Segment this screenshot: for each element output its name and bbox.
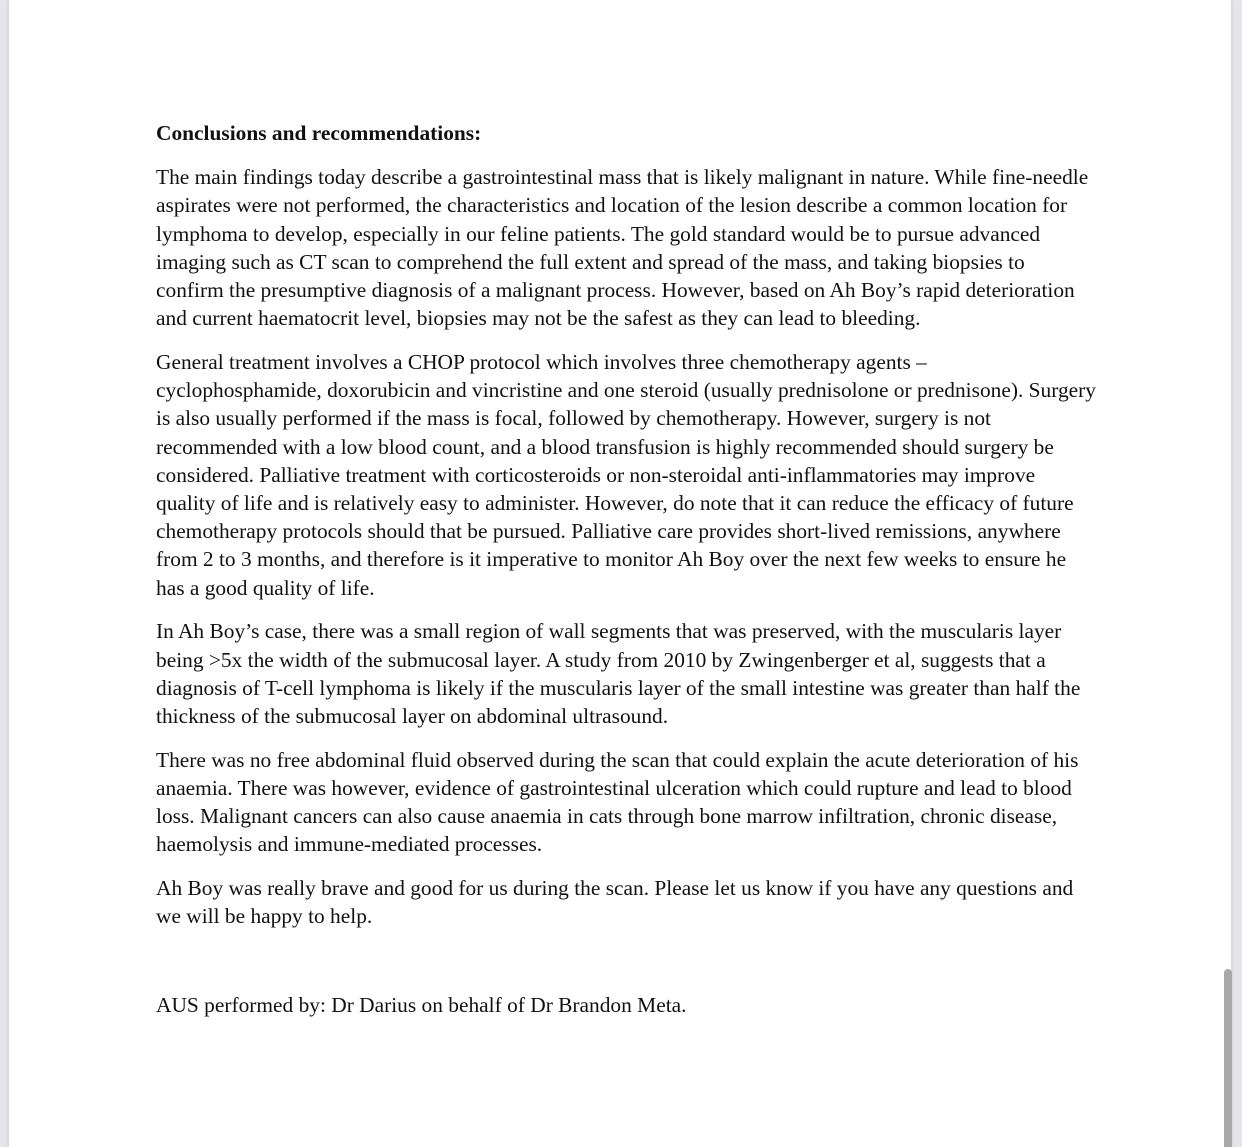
section-heading: Conclusions and recommendations:: [156, 121, 482, 145]
document-page: [9, 0, 1231, 1147]
paragraph-case-study: In Ah Boy’s case, there was a small region of wall segments that was preserved, with the muscularis layer being >5x the width of the submucosal layer. A study from 2010 by Zwingenberger et al, suggests that a diagnosis of T-cell lymphoma is likely if the muscularis layer of the small intestine was greater than half the thickness of the submucosal layer on abdominal ultrasound.: [156, 619, 1081, 729]
vertical-scrollbar-thumb[interactable]: [1224, 969, 1232, 1147]
paragraph-anaemia: There was no free abdominal fluid observed during the scan that could explain the acute deterioration of his anaemia. There was however, evidence of gastrointestinal ulceration which could rupture and lead to blood loss. Malignant cancers can also cause anaemia in cats through bone marrow infiltration, chronic disease, haemolysis and immune-mediated processes.: [156, 747, 1079, 857]
document-content: [156, 119, 1096, 1034]
paragraph-closing: Ah Boy was really brave and good for us during the scan. Please let us know if you have any questions and we will be happy to help.: [156, 876, 1074, 929]
paragraph-findings: The main findings today describe a gastrointestinal mass that is likely malignant in nature. While fine-needle aspirates were not performed, the characteristics and location of the lesion describe a common location for lymphoma to develop, especially in our feline patients. The gold standard would be to pursue advanced imaging such as CT scan to comprehend the full extent and spread of the mass, and taking biopsies to confirm the presumptive diagnosis of a malignant process. However, based on Ah Boy’s rapid deterioration and current haematocrit level, biopsies may not be the safest as they can lead to bleeding.: [156, 165, 1089, 331]
paragraph-treatment: General treatment involves a CHOP protocol which involves three chemotherapy agents – cyclophosphamide, doxorubicin and vincristine and one steroid (usually prednisolone or prednisone). Surgery is also usually performed if the mass is focal, followed by chemotherapy. However, surgery is not recommended with a low blood count, and a blood transfusion is highly recommended should surgery be considered. Palliative treatment with corticosteroids or non-steroidal anti-inflammatories may improve quality of life and is relatively easy to administer. However, do note that it can reduce the efficacy of future chemotherapy protocols should that be pursued. Palliative care provides short-lived remissions, anywhere from 2 to 3 months, and therefore is it imperative to monitor Ah Boy over the next few weeks to ensure he has a good quality of life.: [156, 350, 1096, 600]
signature-line: AUS performed by: Dr Darius on behalf of Dr Brandon Meta.: [156, 992, 687, 1017]
